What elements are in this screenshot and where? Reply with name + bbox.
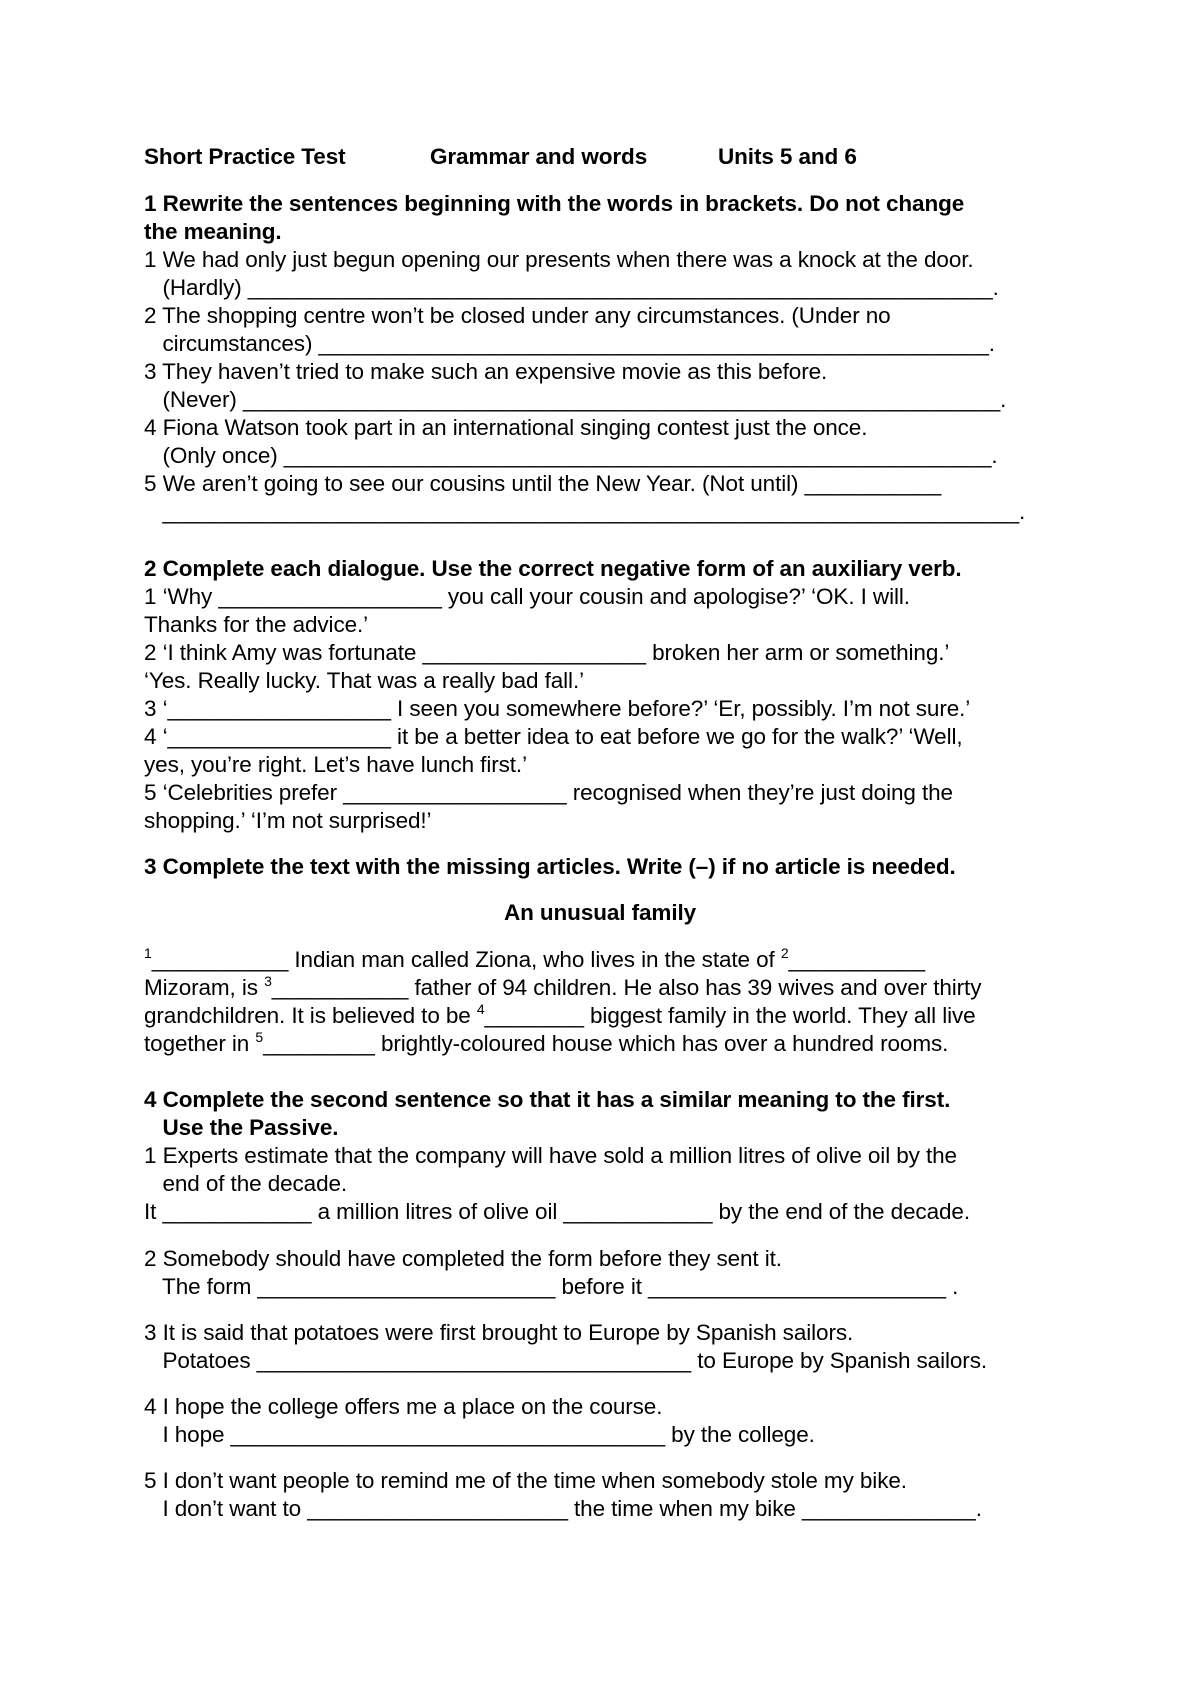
gap-number: 5 — [255, 1029, 264, 1045]
s4-line: I don’t want to _____________________ the time when my bike ______________. — [144, 1496, 982, 1521]
s1-line: 3 They haven’t tried to make such an expensive movie as this before. — [144, 359, 828, 384]
s2-line: yes, you’re right. Let’s have lunch first.’ — [144, 752, 527, 777]
test-subject: Grammar and words — [430, 144, 648, 169]
s2-line: shopping.’ ‘I’m not surprised!’ — [144, 808, 432, 833]
text-title: An unusual family — [503, 900, 697, 925]
s4-line: 3 It is said that potatoes were first brought to Europe by Spanish sailors. — [144, 1320, 854, 1345]
section-2-heading: 2 Complete each dialogue. Use the correct negative form of an auxiliary verb. — [144, 556, 962, 581]
s2-line: 4 ‘__________________ it be a better idea to eat before we go for the walk?’ ‘Well, — [144, 724, 963, 749]
s1-line: (Only once) _________________________________________________________. — [144, 443, 998, 468]
s4-line: I hope ___________________________________ by the college. — [144, 1422, 815, 1447]
gap-number: 4 — [476, 1001, 485, 1017]
s1-line: circumstances) ______________________________________________________. — [144, 331, 995, 356]
section-1-heading-cont: the meaning. — [144, 219, 282, 244]
s2-line: 2 ‘I think Amy was fortunate __________________ broken her arm or something.’ — [144, 640, 950, 665]
s1-line: _____________________________________________________________________. — [144, 499, 1026, 524]
gap-number: 2 — [780, 945, 789, 961]
s4-line: end of the decade. — [144, 1171, 348, 1196]
s4-line: 5 I don’t want people to remind me of the time when somebody stole my bike. — [144, 1468, 907, 1493]
s4-line: Potatoes ___________________________________ to Europe by Spanish sailors. — [144, 1348, 988, 1373]
s4-line: 2 Somebody should have completed the form before they sent it. — [144, 1246, 782, 1271]
s4-line: It ____________ a million litres of olive oil ____________ by the end of the decade. — [144, 1199, 970, 1224]
s4-line: 1 Experts estimate that the company will have sold a million litres of olive oil by the — [144, 1143, 957, 1168]
gap-number: 3 — [264, 973, 272, 989]
s2-line: Thanks for the advice.’ — [144, 612, 369, 637]
s3-text-line: grandchildren. It is believed to be $^4$________ biggest family in the world. They all live — [144, 1001, 976, 1028]
s3-text-line: together in $^5$_________ brightly-coloured house which has over a hundred rooms. — [144, 1029, 949, 1056]
s1-line: 4 Fiona Watson took part in an international singing contest just the once. — [144, 415, 868, 440]
s4-line: The form ________________________ before it ________________________ . — [144, 1274, 959, 1299]
s2-line: ‘Yes. Really lucky. That was a really bad fall.’ — [144, 668, 584, 693]
s1-line: 2 The shopping centre won’t be closed under any circumstances. (Under no — [144, 303, 891, 328]
section-4-heading-cont: Use the Passive. — [144, 1115, 339, 1140]
section-3-heading: 3 Complete the text with the missing articles. Write (–) if no article is needed. — [144, 854, 956, 879]
test-units: Units 5 and 6 — [718, 144, 857, 169]
s1-line: (Hardly) ____________________________________________________________. — [144, 275, 999, 300]
s3-text-line: Mizoram, is $^3$___________ father of 94 children. He also has 39 wives and over thirty — [144, 973, 982, 1000]
s3-text-line: $^1$___________ Indian man called Ziona, who lives in the state of $^2$___________ — [144, 945, 926, 972]
s2-line: 3 ‘__________________ I seen you somewhere before?’ ‘Er, possibly. I’m not sure.’ — [144, 696, 971, 721]
section-1-heading: 1 Rewrite the sentences beginning with the words in brackets. Do not change — [144, 191, 965, 216]
s2-line: 1 ‘Why __________________ you call your cousin and apologise?’ ‘OK. I will. — [144, 584, 910, 609]
s2-line: 5 ‘Celebrities prefer __________________ recognised when they’re just doing the — [144, 780, 953, 805]
s1-line: 5 We aren’t going to see our cousins until the New Year. (Not until) ___________ — [144, 471, 942, 496]
s1-line: 1 We had only just begun opening our presents when there was a knock at the door. — [144, 247, 974, 272]
s4-line: 4 I hope the college offers me a place on the course. — [144, 1394, 663, 1419]
gap-number: 1 — [144, 945, 152, 961]
section-4-heading: 4 Complete the second sentence so that it has a similar meaning to the first. — [144, 1087, 951, 1112]
test-title: Short Practice Test — [144, 144, 346, 169]
s1-line: (Never) _____________________________________________________________. — [144, 387, 1007, 412]
